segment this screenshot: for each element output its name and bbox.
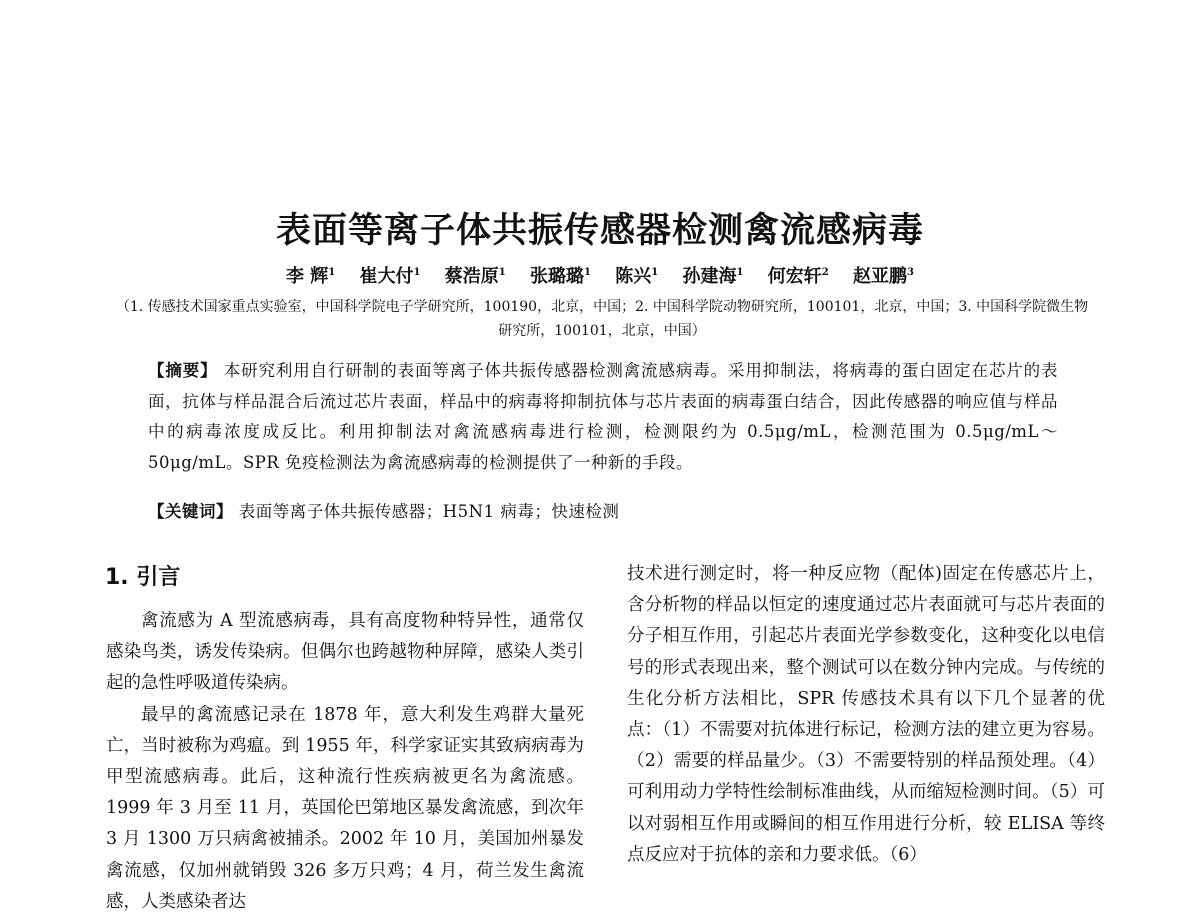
author-name: 赵亚鹏 xyxy=(853,266,908,287)
author-name: 李 辉 xyxy=(286,266,329,287)
author-name: 陈兴 xyxy=(615,266,652,287)
author xyxy=(530,262,591,288)
author-name: 何宏轩 xyxy=(767,266,822,287)
right-column xyxy=(627,559,1105,871)
author-affil-mark: 1 xyxy=(413,267,421,278)
affiliations: （1. 传感技术国家重点实验室，中国科学院电子学研究所，100190，北京，中国；2. 中国科学院动物研究所，100101，北京，中国；3. 中国科学院微生物研究所，100101，北京，中国） xyxy=(115,299,1089,339)
body-paragraph: 最早的禽流感记录在 1878 年，意大利发生鸡群大量死亡，当时被称为鸡瘟。到 1955 年，科学家证实其致病病毒为甲型流感病毒。此后，这种流行性疾病被更名为禽流感。1999 年 3 月至 11 月，英国伦巴第地区暴发禽流感，到次年 3 月 1300 万只病禽被捕杀。2002 年 10 月，美国加州暴发禽流感，仅加州就销毁 326 多万只鸡；4 月，荷兰发生禽流感，人类感染者达 xyxy=(106,704,584,912)
author-name: 张璐璐 xyxy=(530,266,585,287)
author-name: 蔡浩原 xyxy=(444,266,499,287)
author-name: 孙建海 xyxy=(682,266,737,287)
author-affil-mark: 1 xyxy=(651,267,659,278)
author-list xyxy=(0,262,1200,288)
author xyxy=(615,262,658,288)
abstract xyxy=(148,356,1058,478)
abstract-text: 本研究利用自行研制的表面等离子体共振传感器检测禽流感病毒。采用抑制法，将病毒的蛋白固定在芯片的表面，抗体与样品混合后流过芯片表面，样品中的病毒将抑制抗体与芯片表面的病毒蛋白结合，因此传感器的响应值与样品中的病毒浓度成反比。利用抑制法对禽流感病毒进行检测，检测限约为 0.5μg/mL，检测范围为 0.5μg/mL～50μg/mL。SPR 免疫检测法为禽流感病毒的检测提供了一种新的手段。 xyxy=(148,361,1059,472)
author xyxy=(286,262,335,288)
author xyxy=(768,262,829,288)
author xyxy=(683,262,744,288)
body-paragraph: 禽流感为 A 型流感病毒，具有高度物种特异性，通常仅感染鸟类，诱发传染病。但偶尔也跨越物种屏障，感染人类引起的急性呼吸道传染病。 xyxy=(106,611,584,694)
paper-title: 表面等离子体共振传感器检测禽流感病毒 xyxy=(275,211,924,251)
author-affil-mark: 1 xyxy=(736,267,744,278)
left-column xyxy=(106,606,584,918)
keywords xyxy=(148,497,1058,527)
section-heading: 1. 引言 xyxy=(105,565,181,590)
author xyxy=(445,262,506,288)
author-affil-mark: 1 xyxy=(584,267,591,278)
author-affil-mark: 2 xyxy=(821,267,829,278)
author-affil-mark: 1 xyxy=(328,267,336,278)
author xyxy=(360,262,421,288)
author-affil-mark: 3 xyxy=(907,267,914,278)
keywords-text: 表面等离子体共振传感器；H5N1 病毒；快速检测 xyxy=(238,502,620,521)
body-paragraph: 技术进行测定时，将一种反应物（配体)固定在传感芯片上，含分析物的样品以恒定的速度通过芯片表面就可与芯片表面的分子相互作用，引起芯片表面光学参数变化，这种变化以电信号的形式表现出来，整个测试可以在数分钟内完成。与传统的生化分析方法相比，SPR 传感技术具有以下几个显著的优点：（1）不需要对抗体进行标记，检测方法的建立更为容易。（2）需要的样品量少。（3）不需要特别的样品预处理。（4）可利用动力学特性绘制标准曲线，从而缩短检测时间。（5）可以对弱相互作用或瞬间的相互作用进行分析，较 ELISA 等终点反应对于抗体的亲和力要求低。（6） xyxy=(627,564,1105,865)
author xyxy=(853,262,914,288)
author-name: 崔大付 xyxy=(359,266,414,287)
author-affil-mark: 1 xyxy=(498,267,506,278)
abstract-label: 【摘要】 xyxy=(148,361,218,380)
keywords-label: 【关键词】 xyxy=(148,502,233,521)
